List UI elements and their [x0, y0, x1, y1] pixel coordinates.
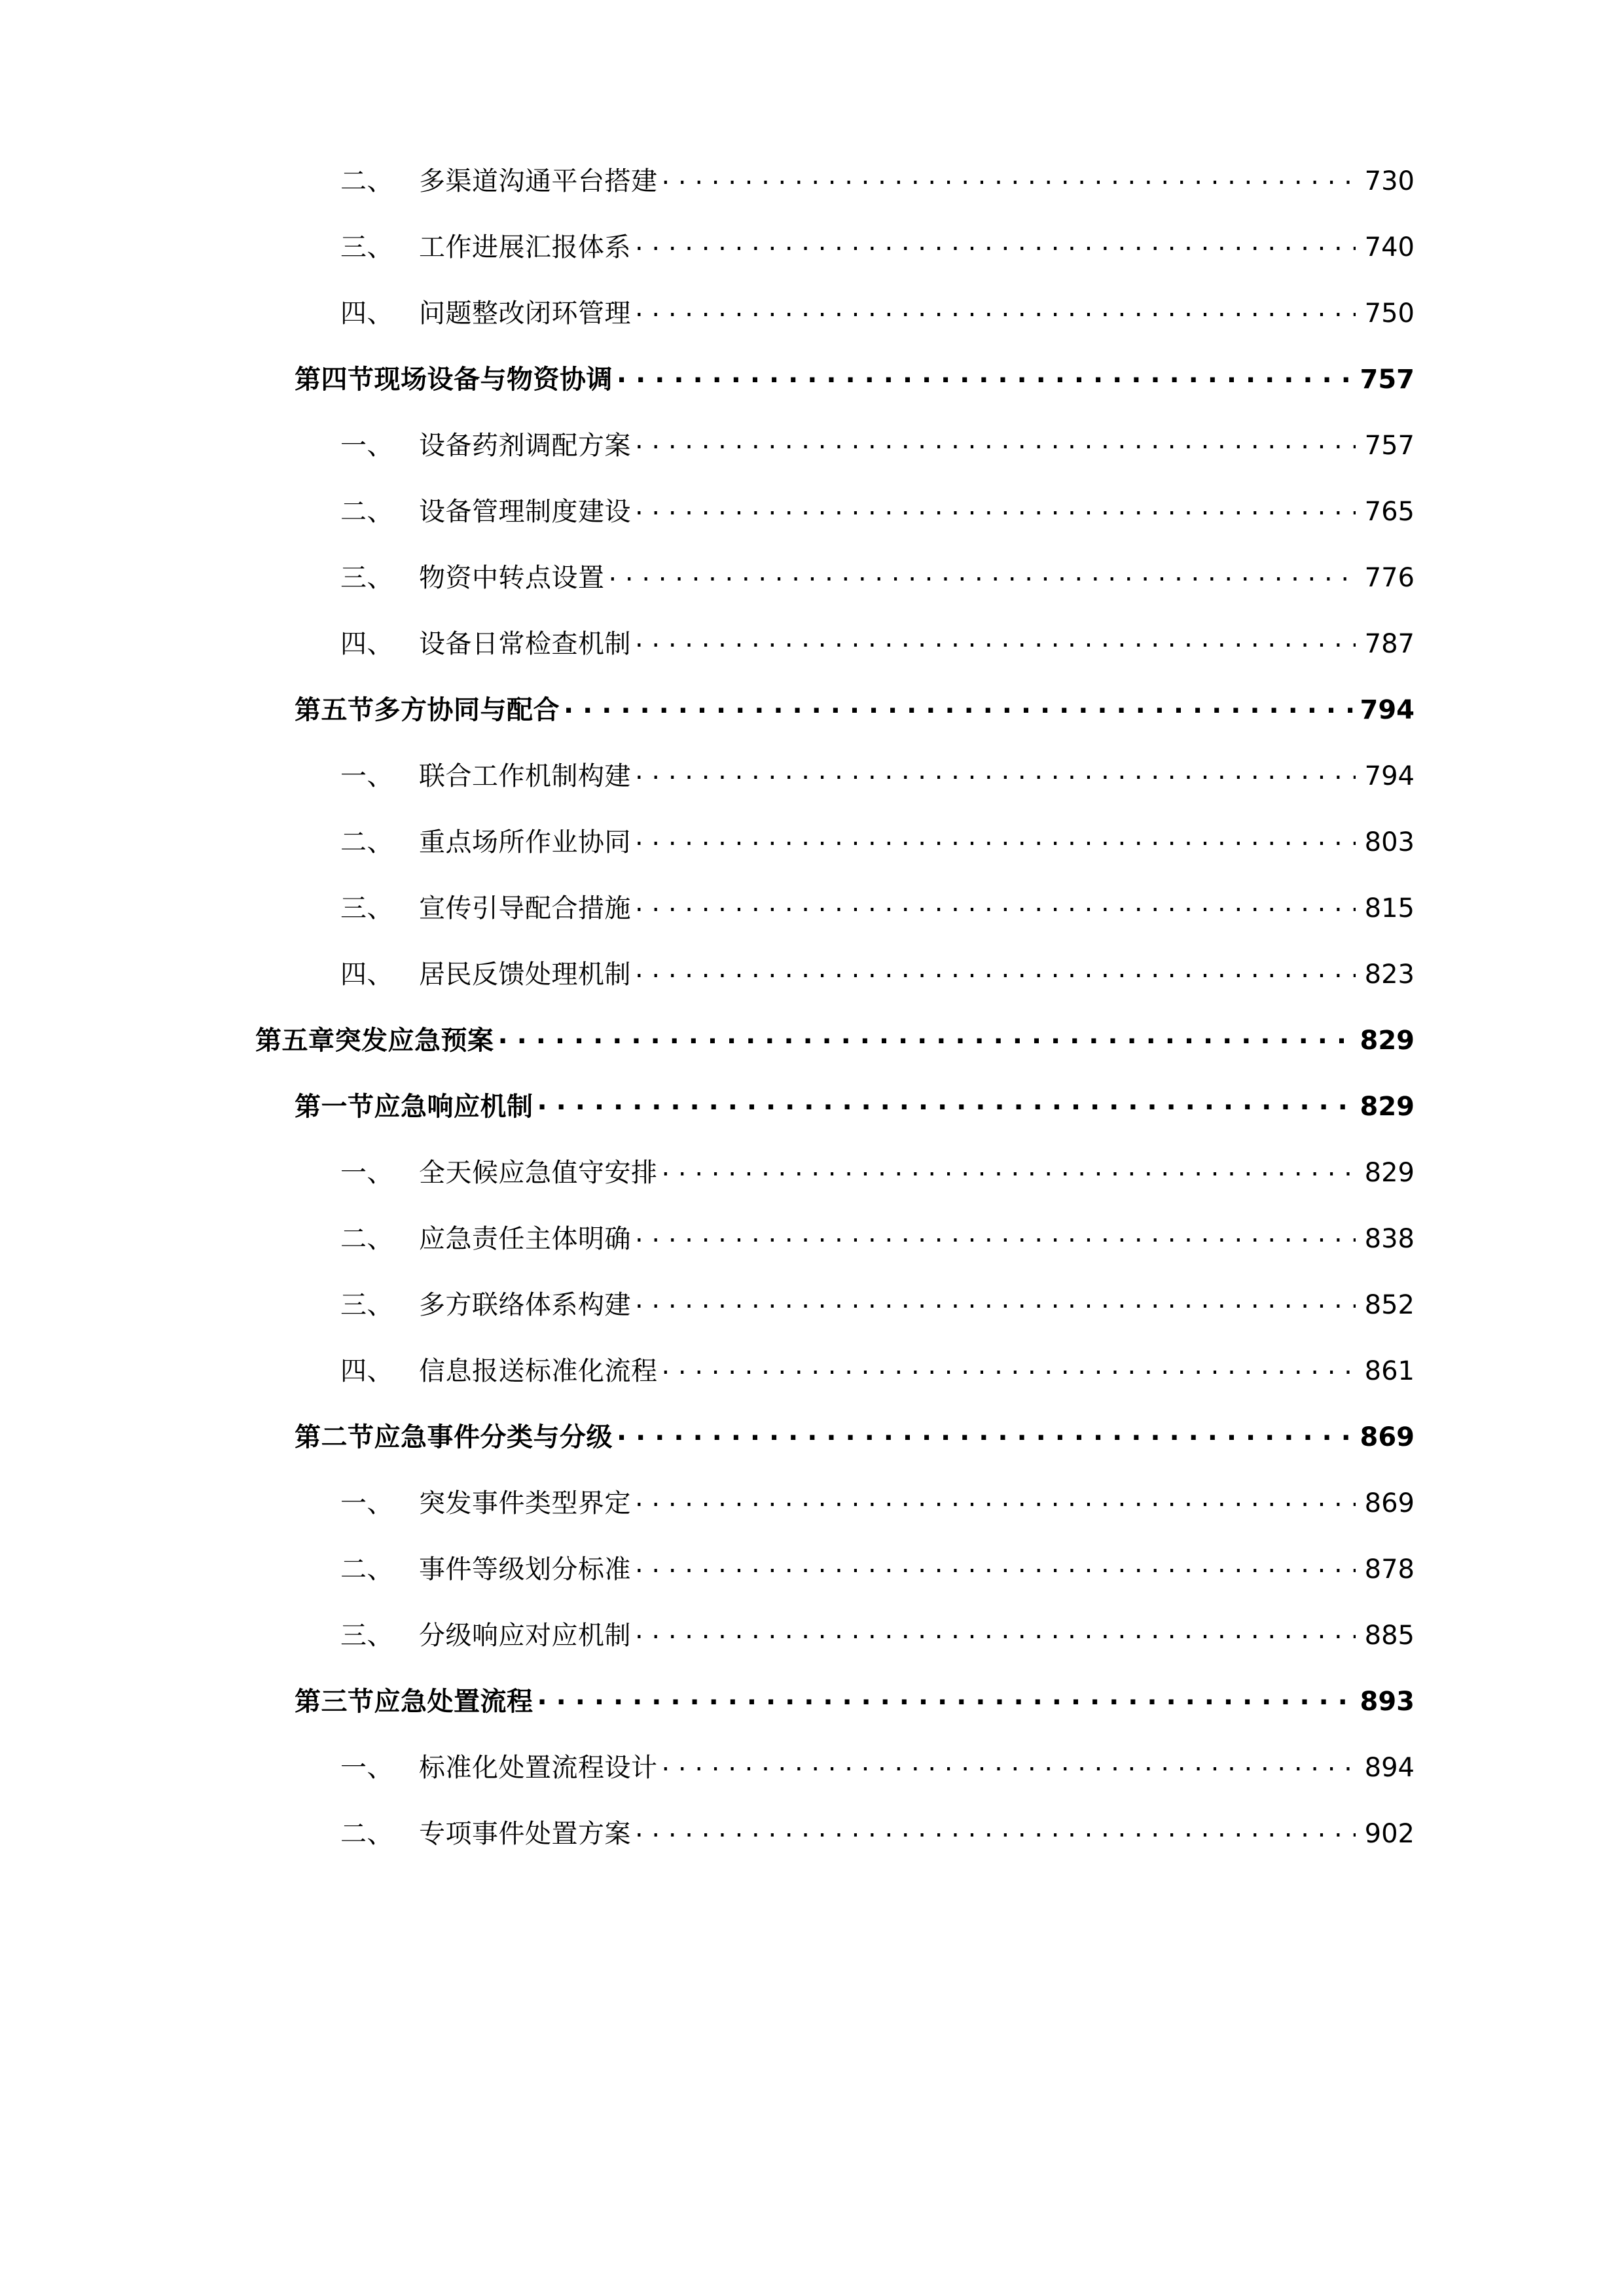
toc-entry-number: 二、: [340, 497, 393, 527]
toc-entry[interactable]: [255, 1023, 1415, 1054]
toc-entry-page-number: 794: [1360, 695, 1415, 725]
toc-leader-dots: [635, 759, 1356, 785]
toc-entry-page-number: 894: [1364, 1753, 1415, 1783]
toc-entry-number: 三、: [340, 1290, 393, 1320]
toc-entry-number: 一、: [340, 1753, 393, 1783]
toc-entry-page-number: 823: [1364, 960, 1415, 990]
toc-entry-title: 重点场所作业协同: [419, 827, 631, 857]
toc-entry[interactable]: [255, 1420, 1415, 1450]
toc-entry-page-number: 757: [1360, 365, 1415, 395]
toc-entry[interactable]: [255, 759, 1415, 789]
toc-entry-page-number: 852: [1364, 1290, 1415, 1320]
toc-entry-number: 二、: [340, 827, 393, 857]
toc-entry-title: 联合工作机制构建: [419, 761, 631, 791]
toc-entry-number: 四、: [340, 298, 393, 329]
toc-entry-title: 问题整改闭环管理: [419, 298, 631, 329]
toc-entry[interactable]: [255, 362, 1415, 393]
toc-entry-page-number: 829: [1360, 1026, 1415, 1056]
toc-entry-number: 一、: [340, 761, 393, 791]
toc-entry-number: 四、: [340, 960, 393, 990]
table-of-contents: [255, 164, 1415, 1847]
toc-entry-title: 信息报送标准化流程: [419, 1356, 658, 1386]
toc-entry[interactable]: [255, 1684, 1415, 1715]
toc-entry-page-number: 803: [1364, 827, 1415, 857]
toc-leader-dots: [537, 1684, 1354, 1710]
toc-leader-dots: [635, 1618, 1356, 1644]
toc-entry-title: 设备日常检查机制: [419, 629, 631, 659]
toc-entry[interactable]: [255, 626, 1415, 657]
toc-entry-page-number: 902: [1364, 1819, 1415, 1849]
toc-entry-page-number: 838: [1364, 1224, 1415, 1254]
toc-entry-number: 第一节: [295, 1092, 374, 1122]
toc-entry-number: 三、: [340, 893, 393, 924]
toc-entry-page-number: 893: [1360, 1687, 1415, 1717]
toc-entry[interactable]: [255, 1155, 1415, 1186]
toc-entry-title: 应急处置流程: [374, 1687, 533, 1717]
toc-entry-number: 二、: [340, 1224, 393, 1254]
toc-entry-number: 二、: [340, 1554, 393, 1585]
toc-entry[interactable]: [255, 957, 1415, 988]
toc-entry[interactable]: [255, 230, 1415, 260]
toc-entry-number: 第五章: [255, 1026, 335, 1056]
toc-leader-dots: [662, 1155, 1356, 1181]
toc-leader-dots: [537, 1089, 1354, 1115]
toc-entry[interactable]: [255, 1750, 1415, 1781]
toc-entry-title: 多方联络体系构建: [419, 1290, 631, 1320]
toc-entry-number: 三、: [340, 1621, 393, 1651]
toc-entry-title: 现场设备与物资协调: [374, 365, 613, 395]
toc-entry-page-number: 757: [1364, 431, 1415, 461]
toc-leader-dots: [564, 692, 1354, 719]
toc-entry-page-number: 740: [1364, 232, 1415, 262]
toc-entry-title: 标准化处置流程设计: [419, 1753, 658, 1783]
toc-entry-page-number: 815: [1364, 893, 1415, 924]
toc-entry-title: 突发应急预案: [334, 1026, 494, 1056]
toc-entry[interactable]: [255, 1618, 1415, 1649]
toc-leader-dots: [635, 494, 1356, 520]
toc-entry[interactable]: [255, 1354, 1415, 1384]
toc-entry[interactable]: [255, 164, 1415, 194]
toc-entry-title: 分级响应对应机制: [419, 1621, 631, 1651]
toc-entry-title: 突发事件类型界定: [419, 1488, 631, 1518]
toc-entry[interactable]: [255, 1287, 1415, 1318]
toc-entry-page-number: 885: [1364, 1621, 1415, 1651]
toc-entry-title: 应急事件分类与分级: [374, 1422, 613, 1452]
toc-entry[interactable]: [255, 1552, 1415, 1583]
toc-entry-page-number: 829: [1364, 1158, 1415, 1188]
toc-entry-title: 全天候应急值守安排: [419, 1158, 658, 1188]
toc-entry[interactable]: [255, 296, 1415, 327]
toc-leader-dots: [635, 1221, 1356, 1247]
toc-entry[interactable]: [255, 428, 1415, 459]
toc-entry[interactable]: [255, 1221, 1415, 1252]
toc-entry[interactable]: [255, 692, 1415, 723]
toc-leader-dots: [635, 957, 1356, 983]
toc-leader-dots: [635, 1486, 1356, 1512]
toc-entry-page-number: 730: [1364, 166, 1415, 196]
toc-entry-title: 设备管理制度建设: [419, 497, 631, 527]
toc-entry[interactable]: [255, 494, 1415, 525]
toc-entry-page-number: 750: [1364, 298, 1415, 329]
toc-entry[interactable]: [255, 825, 1415, 855]
toc-entry-title: 多方协同与配合: [374, 695, 560, 725]
toc-entry-page-number: 794: [1364, 761, 1415, 791]
toc-leader-dots: [635, 428, 1356, 454]
toc-entry-number: 二、: [340, 166, 393, 196]
toc-entry-number: 一、: [340, 1158, 393, 1188]
toc-entry-page-number: 787: [1364, 629, 1415, 659]
toc-leader-dots: [498, 1023, 1354, 1049]
toc-entry-title: 物资中转点设置: [419, 563, 605, 593]
toc-leader-dots: [635, 891, 1356, 917]
toc-leader-dots: [635, 1816, 1356, 1842]
toc-entry-page-number: 829: [1360, 1092, 1415, 1122]
toc-entry-page-number: 776: [1364, 563, 1415, 593]
toc-leader-dots: [617, 1420, 1354, 1446]
toc-entry-page-number: 765: [1364, 497, 1415, 527]
toc-entry-number: 第五节: [295, 695, 374, 725]
toc-entry[interactable]: [255, 891, 1415, 922]
toc-entry-number: 一、: [340, 431, 393, 461]
toc-entry-title: 设备药剂调配方案: [419, 431, 631, 461]
toc-leader-dots: [609, 560, 1356, 586]
toc-leader-dots: [617, 362, 1354, 388]
toc-entry-number: 二、: [340, 1819, 393, 1849]
toc-entry-title: 专项事件处置方案: [419, 1819, 631, 1849]
toc-entry-title: 应急责任主体明确: [419, 1224, 631, 1254]
toc-entry-title: 工作进展汇报体系: [419, 232, 631, 262]
toc-entry-number: 第四节: [295, 365, 374, 395]
toc-entry-page-number: 878: [1364, 1554, 1415, 1585]
toc-entry-number: 第三节: [295, 1687, 374, 1717]
toc-entry-title: 应急响应机制: [374, 1092, 533, 1122]
toc-leader-dots: [635, 296, 1356, 322]
toc-entry-title: 事件等级划分标准: [419, 1554, 631, 1585]
toc-entry-number: 第二节: [295, 1422, 374, 1452]
toc-leader-dots: [635, 1552, 1356, 1578]
toc-entry[interactable]: [255, 560, 1415, 591]
toc-leader-dots: [662, 1354, 1356, 1380]
toc-entry[interactable]: [255, 1816, 1415, 1847]
toc-entry-number: 一、: [340, 1488, 393, 1518]
toc-entry-page-number: 869: [1364, 1488, 1415, 1518]
toc-entry-number: 四、: [340, 1356, 393, 1386]
toc-entry-number: 三、: [340, 232, 393, 262]
toc-entry-title: 居民反馈处理机制: [419, 960, 631, 990]
toc-leader-dots: [635, 825, 1356, 851]
toc-entry-title: 多渠道沟通平台搭建: [419, 166, 658, 196]
toc-leader-dots: [635, 626, 1356, 653]
toc-entry[interactable]: [255, 1486, 1415, 1516]
toc-entry-page-number: 861: [1364, 1356, 1415, 1386]
toc-entry-number: 四、: [340, 629, 393, 659]
toc-entry-number: 三、: [340, 563, 393, 593]
toc-entry-page-number: 869: [1360, 1422, 1415, 1452]
toc-entry[interactable]: [255, 1089, 1415, 1120]
toc-leader-dots: [635, 230, 1356, 256]
toc-leader-dots: [635, 1287, 1356, 1314]
toc-leader-dots: [662, 164, 1356, 190]
toc-entry-title: 宣传引导配合措施: [419, 893, 631, 924]
toc-leader-dots: [662, 1750, 1356, 1776]
